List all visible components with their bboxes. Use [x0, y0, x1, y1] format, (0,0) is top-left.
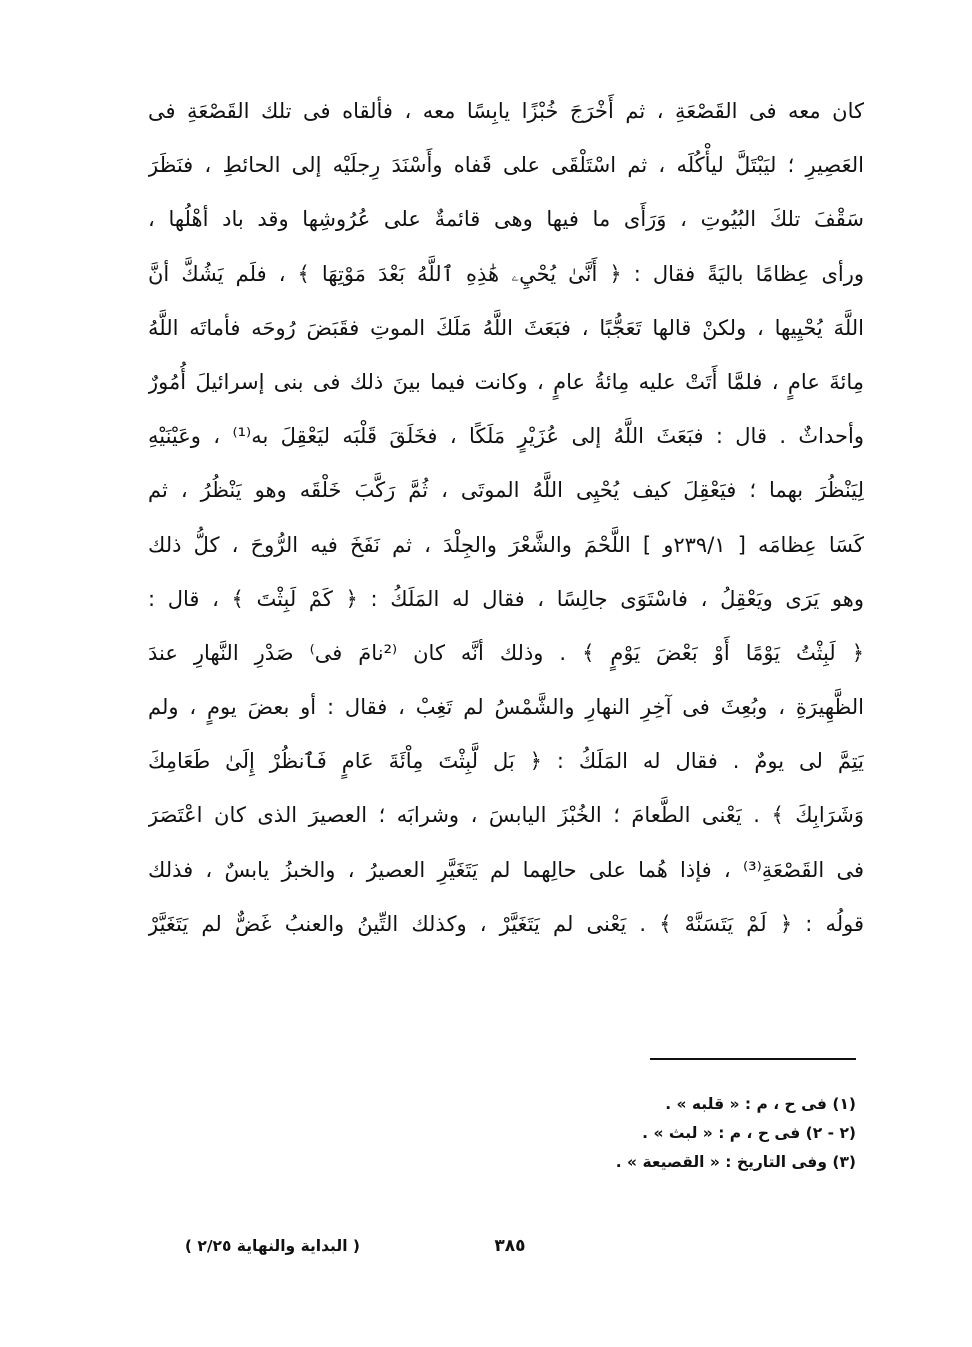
text-line-14: وَشَرَابِكَ ﴾ . يَعْنى الطَّعامَ ؛ الخُبْزَ اليابسَ ، وشرابَه ؛ العصيرَ الذى كان اعْتَصَرَ: [148, 803, 864, 828]
text-line-6: مِائةَ عامٍ ، فلمَّا أَتَتْ عليه مِائةُ عامٍ ، وكانت فيما بينَ ذلك فى بنى إسرائيلَ أُمُورٌ: [148, 369, 864, 394]
text-line-16: قولُه : ﴿ لَمْ يَتَسَنَّهْ ﴾ . يَعْنى لم يَتَغَيَّرْ ، وكذلك التِّينُ والعنبُ غَضٌّ لم يَتَغَيَّرْ: [148, 911, 864, 936]
page-number: ٣٨٥: [494, 1236, 526, 1256]
footnote-2: (٢ - ٢) فى ح ، م : « لبث » .: [642, 1124, 856, 1142]
text-line-15: فى القَصْعَةِ⁽³⁾ ، فإذا هُما على حالِهما لم يَتَغَيَّرِ العصيرُ ، والخبزُ يابسٌ ، فذلك: [148, 857, 864, 882]
footnote-1: (١) فى ح ، م : « قلبه » .: [665, 1095, 856, 1113]
text-line-3: سَقْفَ تلكَ البُيُوتِ ، وَرَأَى ما فيها وهى قائمةٌ على عُرُوشِها وقد باد أهْلُها ،: [148, 207, 864, 232]
source-reference: ( البداية والنهاية ٢/٢٥ ): [184, 1237, 360, 1255]
text-line-9: كَسَا عِظامَه [ ٢٣٩/١و ] اللَّحْمَ والشَّعْرَ والجِلْدَ ، ثم نَفَخَ فيه الرُّوحَ ، كلُّ ذلك: [148, 532, 864, 557]
text-line-8: لِيَنْظُرَ بهما ؛ فيَعْقِلَ كيف يُحْيِى اللَّهُ الموتَى ، ثُمَّ رَكَّبَ خَلْقَه وهو يَنْظُرُ ، ثم: [148, 478, 864, 503]
text-line-2: العَصِيرِ ؛ ليَبْتَلَّ ليأْكُلَه ، ثم اسْتَلْقَى على قَفاه وأَسْنَدَ رِجلَيْه إلى الحائطِ ، فنَظَرَ: [148, 153, 864, 178]
text-line-7: وأحداثٌ . قال : فبَعَثَ اللَّهُ إلى عُزَيْرٍ مَلَكًا ، فخَلَقَ قَلْبَه ليَعْقِلَ به⁽¹⁾ ، وعَيْنَيْهِ: [148, 424, 864, 449]
text-line-1: كان معه فى القَصْعَةِ ، ثم أَخْرَجَ خُبْزًا يابِسًا معه ، فألقاه فى تلك القَصْعَةِ فى: [148, 99, 864, 123]
text-line-5: اللَّهَ يُحْيِيها ، ولكنْ قالها تَعَجُّبًا ، فبَعَثَ اللَّهُ مَلَكَ الموتِ فقَبَضَ رُوحَه فأماتَه اللَّهُ: [148, 315, 864, 340]
text-line-4: ورأى عِظامًا باليَةً فقال : ﴿ أَنَّىٰ يُحْيِۦ هَٰذِهِ ٱللَّهُ بَعْدَ مَوْتِهَا ﴾ ، فلَم يَشُكَّ أنَّ: [148, 261, 864, 286]
main-text-block: [148, 84, 864, 951]
footnotes-block: [456, 1090, 856, 1177]
text-line-13: يَتِمَّ لى يومٌ . فقال له المَلَكُ : ﴿ بَل لَّبِثْتَ مِاْئَةَ عَامٍ فَٱنظُرْ إِلَىٰ طَعَامِكَ: [148, 749, 864, 774]
footnote-3: (٣) وفى التاريخ : « القصيعة » .: [615, 1153, 856, 1171]
text-line-12: الظَّهِيرَةِ ، وبُعِثَ فى آخِرِ النهارِ والشَّمْسُ لم تَغِبْ ، فقال : أو بعضَ يومٍ ، ولم: [148, 695, 864, 720]
text-line-11: ﴿ لَبِثْتُ يَوْمًا أَوْ بَعْضَ يَوْمٍ ﴾ . وذلك أنَّه كان ⁽²نامَ فى⁾ صَدْرِ النَّهارِ عندَ: [148, 640, 864, 665]
footnote-divider: [650, 1058, 856, 1060]
text-line-10: وهو يَرَى ويَعْقِلُ ، فاسْتَوَى جالِسًا ، فقال له المَلَكُ : ﴿ كَمْ لَبِثْتَ ﴾ ، قال :: [148, 586, 864, 611]
